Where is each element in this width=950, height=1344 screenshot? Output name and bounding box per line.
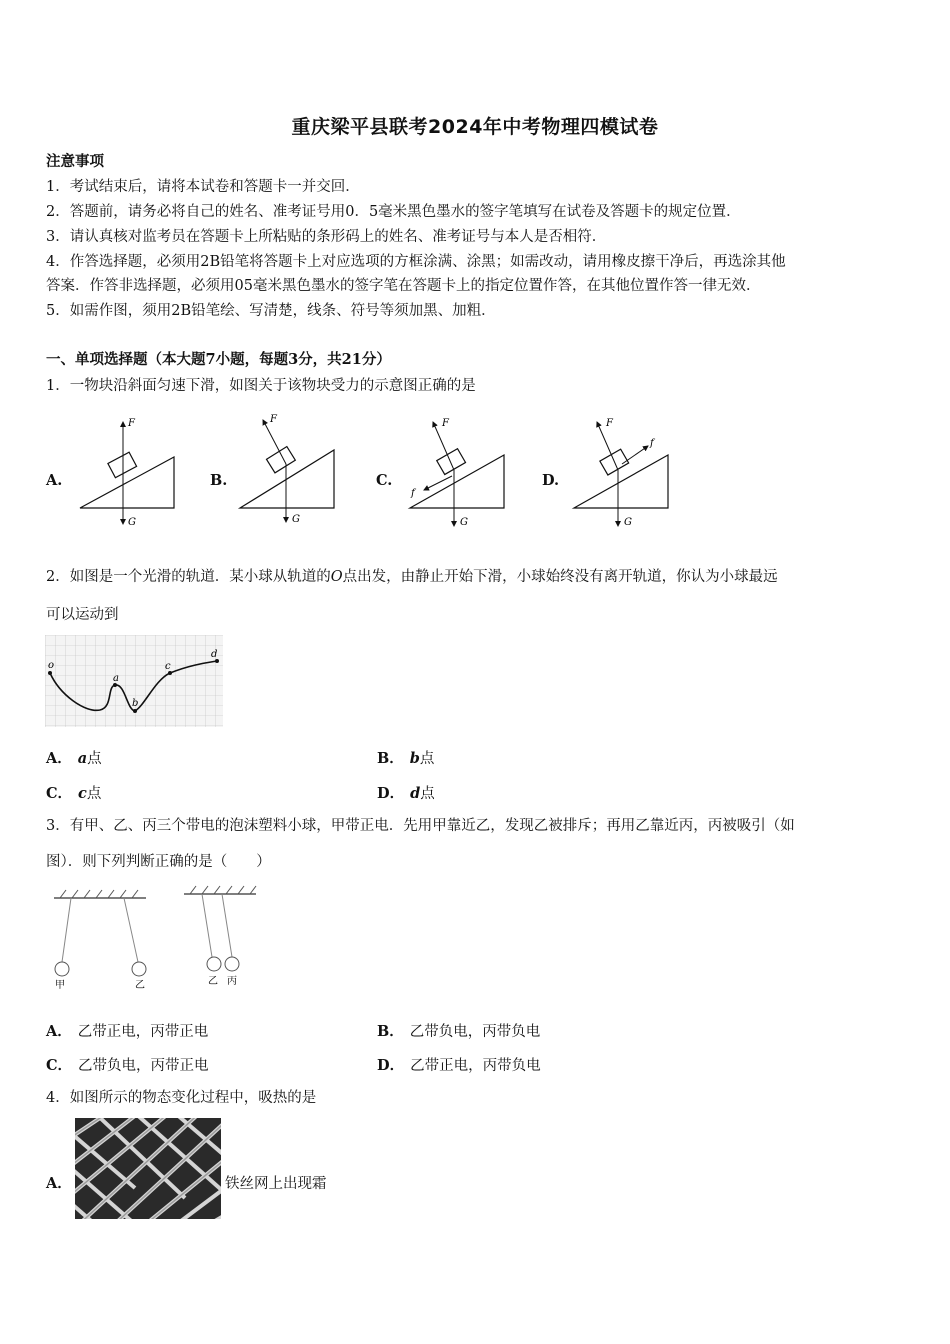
- q3-option-d[interactable]: D． 乙带正电，丙带负电: [377, 1057, 541, 1074]
- q2-point-b: b: [132, 698, 139, 709]
- q3-option-b[interactable]: B． 乙带负电，丙带负电: [377, 1023, 541, 1040]
- q4-stem: 4．如图所示的物态变化过程中，吸热的是: [46, 1090, 317, 1106]
- q2-point-a: a: [113, 673, 119, 684]
- q3-ball-label-bing: 丙: [227, 976, 237, 987]
- q2-point-d: d: [211, 649, 218, 660]
- q1b-g: G: [292, 514, 300, 525]
- q1-label-a: A.: [46, 472, 63, 489]
- q1c-f: f: [411, 488, 415, 499]
- q1a-f: F: [128, 418, 135, 429]
- q3-stem-cont: 图）．则下列判断正确的是（ ）: [46, 854, 271, 870]
- q2-point-o: o: [48, 660, 55, 671]
- page-title: 重庆梁平县联考2024年中考物理四模试卷: [291, 116, 659, 138]
- q3-ball-label-yi: 乙: [135, 980, 145, 991]
- q3-option-c[interactable]: C． 乙带负电，丙带正电: [46, 1057, 209, 1074]
- notice-item-2: 2．答题前，请务必将自己的姓名、准考证号用0．5毫米黑色墨水的签字笔填写在试卷及答题卡的规定位置．: [46, 204, 741, 220]
- q1-stem: 1．一物块沿斜面匀速下滑，如图关于该物块受力的示意图正确的是: [46, 378, 476, 394]
- q3-option-a[interactable]: A． 乙带正电，丙带正电: [46, 1023, 209, 1040]
- q2-option-c[interactable]: C． c点: [46, 785, 102, 802]
- notice-item-1: 1．考试结束后，请将本试卷和答题卡一并交回．: [46, 179, 360, 195]
- q4-frost-wire-mesh-image: [75, 1118, 221, 1219]
- q1-label-d: D.: [542, 472, 560, 489]
- q1-diagram-c: [404, 410, 508, 530]
- notice-item-4: 4．作答选择题，必须用2B铅笔将答题卡上对应选项的方框涂满、涂黑；如需改动，请用橡皮擦干净后，再选涂其他: [46, 254, 786, 270]
- q4-option-a-label[interactable]: A．: [46, 1175, 72, 1192]
- q1c-g: G: [460, 517, 468, 528]
- q2-option-d[interactable]: D． d点: [377, 785, 435, 802]
- q2-option-b[interactable]: B． b点: [377, 750, 435, 767]
- q2-option-a[interactable]: A． a点: [46, 750, 102, 767]
- notice-item-5: 5．如需作图，须用2B铅笔绘、写清楚，线条、符号等须加黑、加粗．: [46, 303, 496, 319]
- q1-diagram-a: [76, 410, 180, 530]
- q1d-g: G: [624, 517, 632, 528]
- q1d-F: F: [606, 418, 613, 429]
- q4-option-a-text: 铁丝网上出现霜: [225, 1176, 327, 1192]
- q3-stem: 3．有甲、乙、丙三个带电的泡沫塑料小球，甲带正电．先用甲靠近乙，发现乙被排斥；再用乙靠近丙，丙被吸引（如: [46, 818, 795, 834]
- q3-ball-label-yi-2: 乙: [208, 976, 218, 987]
- q1-diagram-d: [568, 410, 674, 530]
- q1-label-b: B.: [210, 472, 228, 489]
- q1c-F: F: [442, 418, 449, 429]
- q1d-f: f: [650, 438, 654, 449]
- q1-diagram-b: [236, 410, 340, 530]
- q3-pendulum-diagram: [46, 882, 266, 994]
- q3-ball-label-jia: 甲: [55, 980, 65, 991]
- q2-point-c: c: [165, 661, 171, 672]
- q1b-f: F: [270, 414, 277, 425]
- notice-item-3: 3．请认真核对监考员在答题卡上所粘贴的条形码上的姓名、准考证号与本人是否相符．: [46, 229, 607, 245]
- q1a-g: G: [128, 517, 136, 528]
- notice-heading: 注意事项: [46, 153, 104, 170]
- section-heading: 一、单项选择题（本大题7小题，每题3分，共21分）: [46, 351, 391, 368]
- q2-stem: 2．如图是一个光滑的轨道．某小球从轨道的O点出发，由静止开始下滑，小球始终没有离开轨道，你认为小球最远: [46, 569, 778, 585]
- q2-stem-cont: 可以运动到: [46, 607, 119, 623]
- q2-track-diagram: [45, 635, 223, 727]
- q1-label-c: C.: [376, 472, 393, 489]
- notice-item-4-cont: 答案．作答非选择题，必须用05毫米黑色墨水的签字笔在答题卡上的指定位置作答，在其他位置作答一律无效．: [46, 278, 761, 294]
